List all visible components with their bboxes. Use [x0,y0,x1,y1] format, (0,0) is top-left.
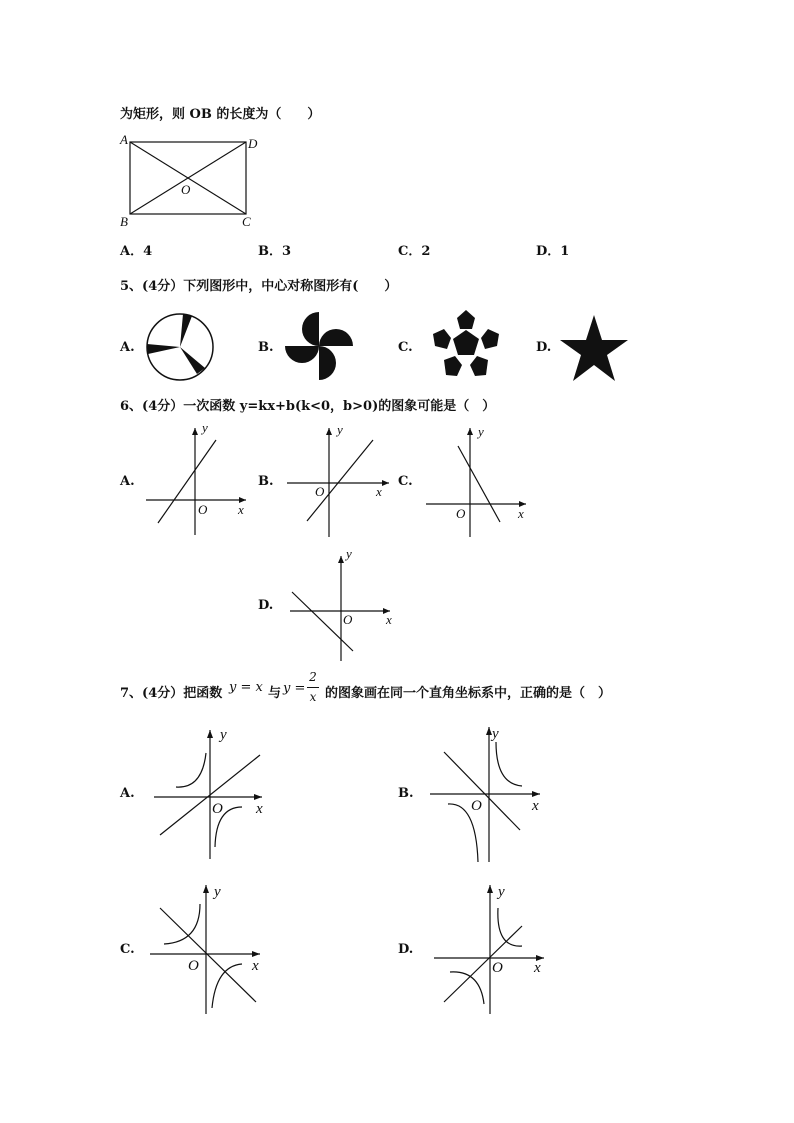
svg-text:x: x [534,960,541,976]
svg-text:x: x [256,801,263,817]
q7-func-2-lhs: y = [283,681,306,696]
q5-option-a[interactable]: A. [120,340,135,355]
svg-text:O: O [188,958,199,974]
q6-option-b[interactable]: B. [258,474,274,489]
svg-text:x: x [518,506,524,521]
q7-graph-c [146,880,271,1020]
q4-option-b[interactable]: B．3 [258,244,292,259]
label-b: B [120,214,128,229]
q7-option-a[interactable]: A. [120,786,135,801]
svg-text:O: O [456,506,466,521]
q6-graph-a [140,420,255,540]
q7-stem-post: 的图象画在同一个直角坐标系中，正确的是（ ） [325,686,612,701]
circle-sectors-icon [145,312,215,382]
svg-text:O: O [212,801,223,817]
svg-text:O: O [492,960,503,976]
q7-stem-pre: 7、(4分）把函数 [120,686,223,701]
label-d: D [248,136,258,151]
q4-option-d[interactable]: D．1 [536,244,570,259]
svg-text:y: y [478,424,484,439]
label-c: C [242,214,251,229]
q7-graph-b [426,722,551,867]
svg-text:x: x [238,502,244,517]
fraction-bar [307,687,319,688]
q4-option-c[interactable]: C．2 [398,244,431,259]
svg-text:O: O [315,484,325,499]
q7-option-b[interactable]: B. [398,786,414,801]
q7-func-1: y = x [229,680,263,695]
q7-stem-mid: 与 [268,686,282,701]
q5-option-d[interactable]: D. [536,340,552,355]
q6-graph-c [422,422,537,542]
q4-option-a[interactable]: A．4 [120,244,153,259]
q4-stem-tail: 为矩形，则 OB 的长度为（ ） [120,107,321,122]
q7-func-2-den: x [309,690,317,704]
svg-text:x: x [252,958,259,974]
svg-text:O: O [343,612,353,627]
q7-graph-d [430,880,555,1020]
pentagon-flower-icon [430,308,502,380]
pinwheel-icon [283,310,355,382]
q7-graph-a [150,725,275,865]
label-o: O [181,182,191,197]
q6-option-a[interactable]: A. [120,474,135,489]
q6-stem: 6、(4分）一次函数 y=kx+b(k<0，b>0)的图象可能是（ ） [120,399,496,414]
svg-text:y: y [346,546,352,561]
q7-option-c[interactable]: C. [120,942,135,957]
svg-text:y: y [214,884,221,900]
q5-option-c[interactable]: C. [398,340,413,355]
rectangle-diagram [118,132,268,232]
label-a: A [120,132,128,147]
svg-text:O: O [471,798,482,814]
star-icon [558,313,630,383]
q6-graph-b [283,422,398,542]
svg-text:y: y [202,420,208,435]
q7-option-d[interactable]: D. [398,942,414,957]
q5-option-b[interactable]: B. [258,340,274,355]
q6-graph-d [286,546,401,666]
svg-text:y: y [498,884,505,900]
svg-text:x: x [532,798,539,814]
q5-stem: 5、(4分）下列图形中，中心对称图形有( ） [120,279,398,294]
svg-text:y: y [337,422,343,437]
q7-func-2-num: 2 [309,670,317,684]
svg-text:y: y [492,726,499,742]
q6-option-d[interactable]: D. [258,598,274,613]
svg-text:x: x [376,484,382,499]
svg-text:O: O [198,502,208,517]
q6-option-c[interactable]: C. [398,474,413,489]
svg-text:x: x [386,612,392,627]
svg-text:y: y [220,727,227,743]
